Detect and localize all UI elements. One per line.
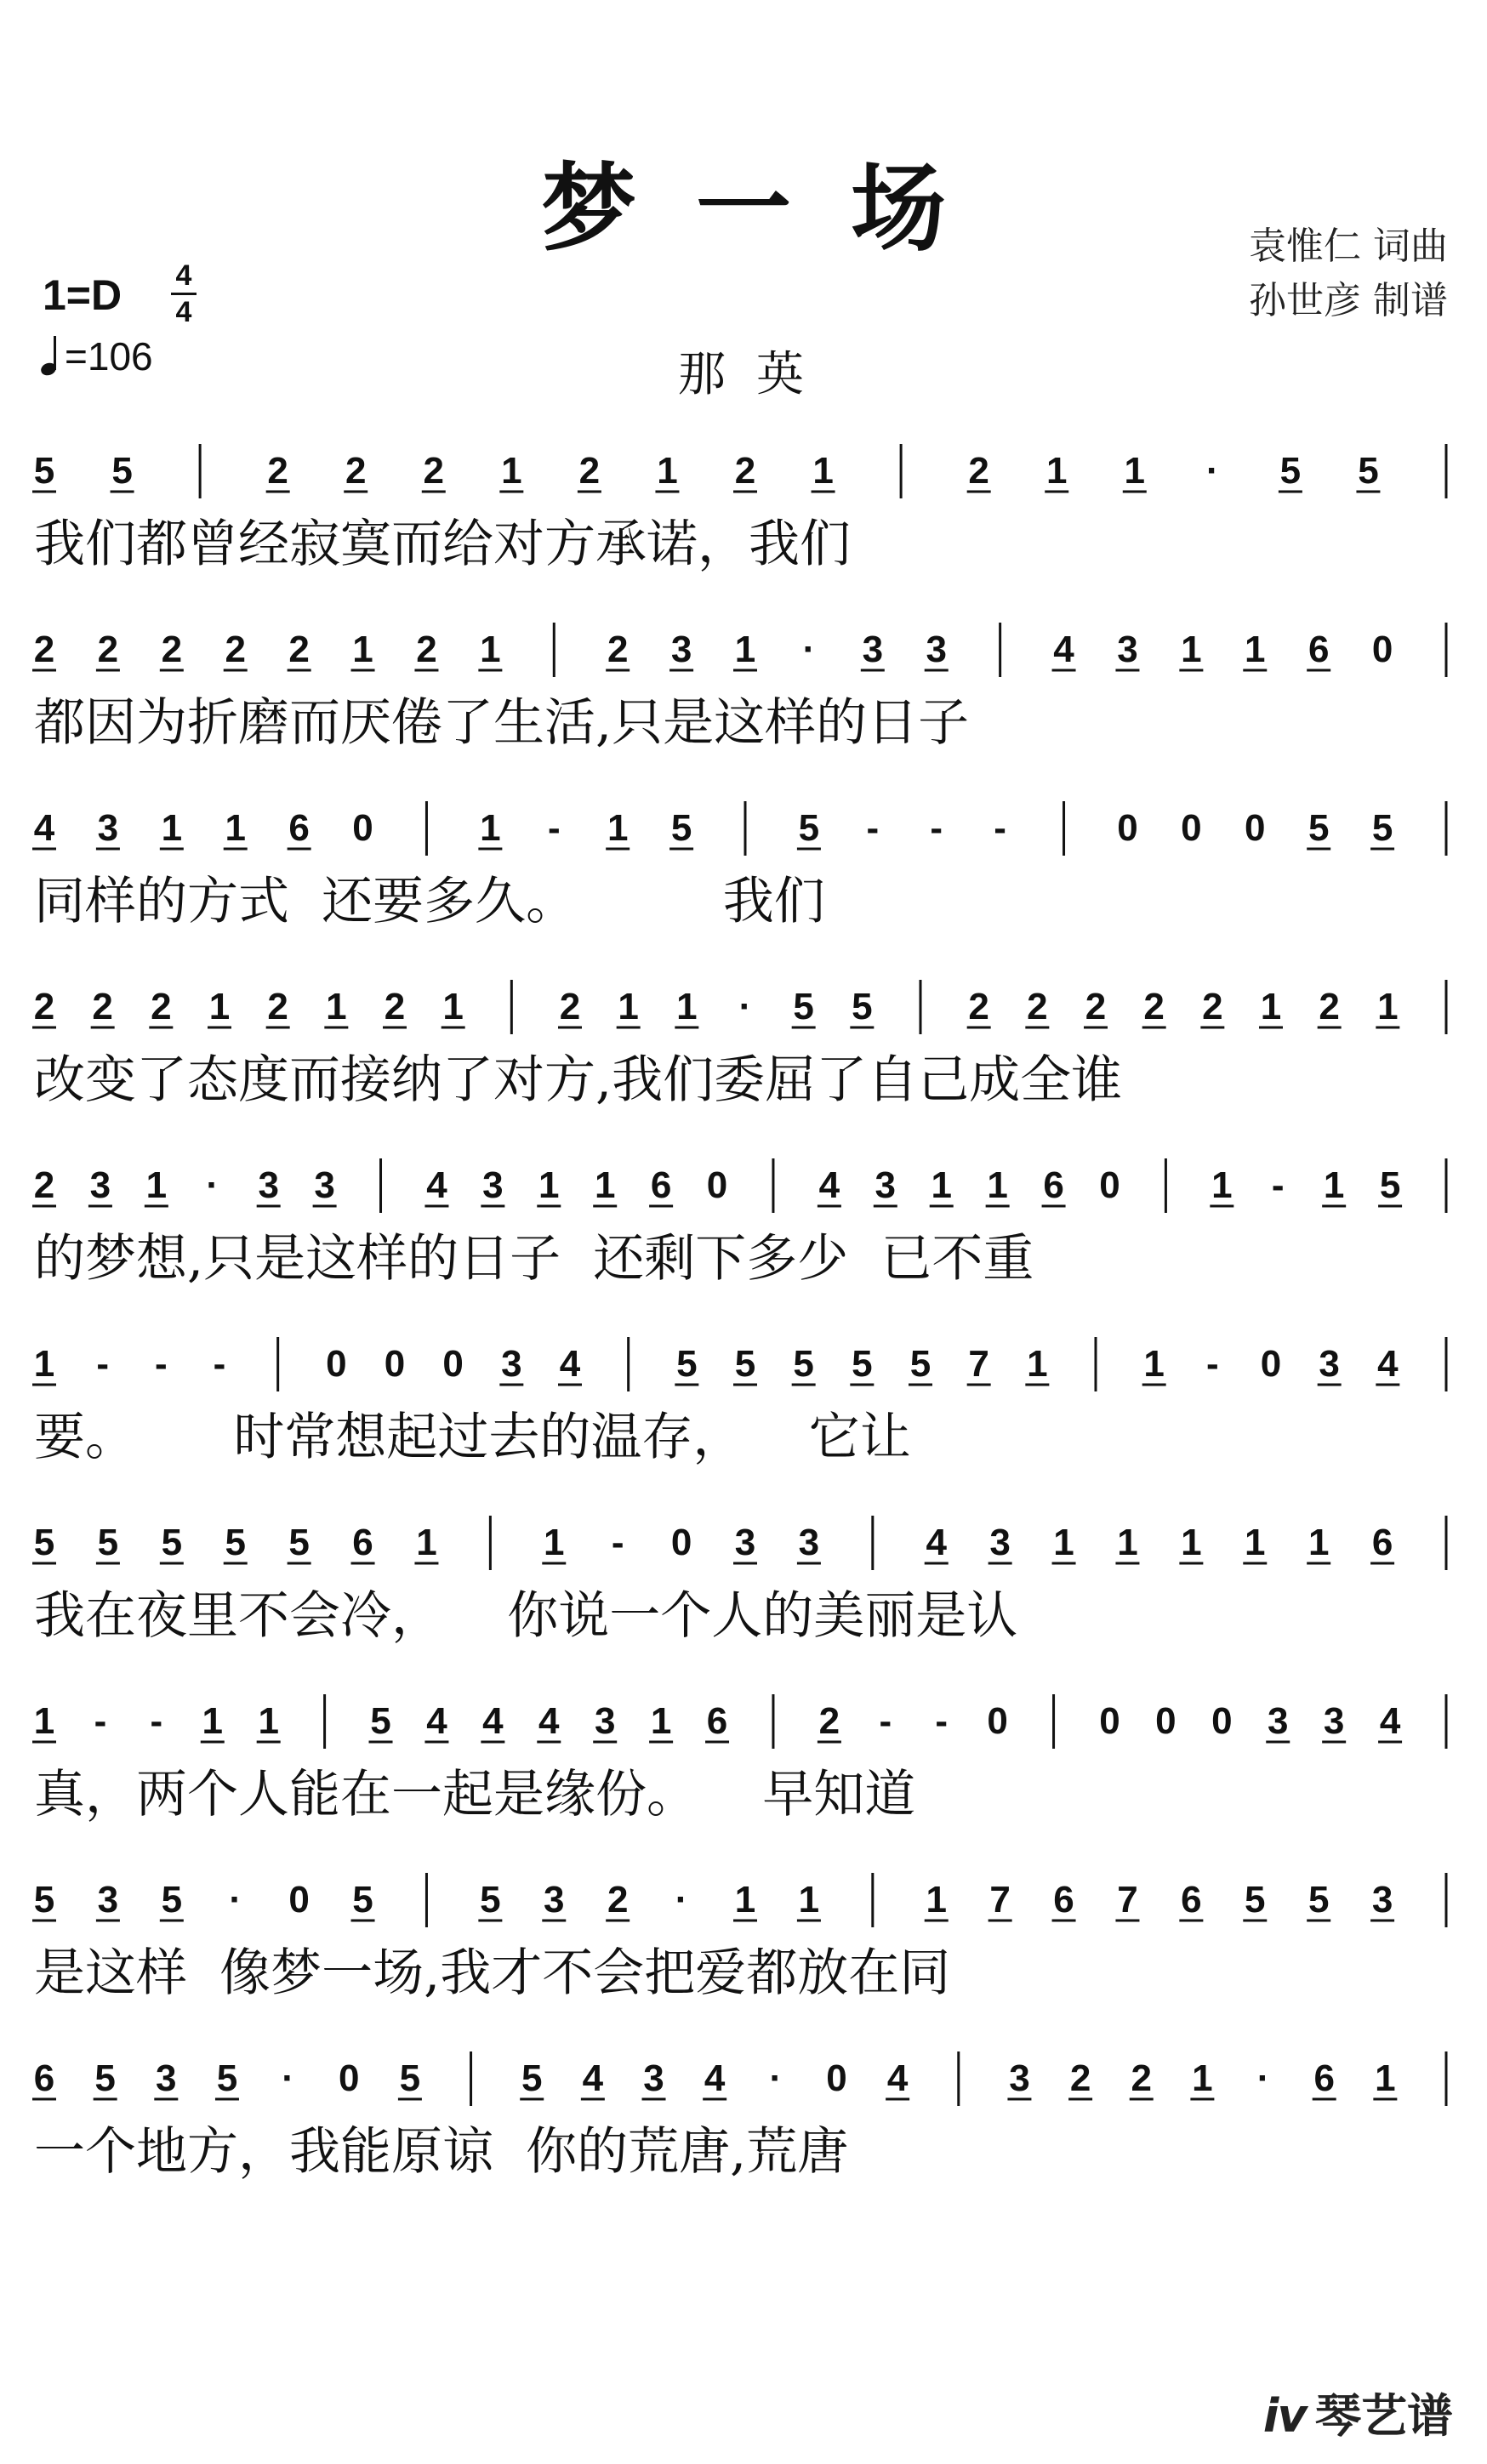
dot-mark: ·: [1256, 2057, 1270, 2099]
notation-svg: [34, 975, 1453, 1038]
note: 0: [1371, 629, 1393, 670]
notation-line: [34, 1868, 1453, 1931]
watermark-text: 琴艺谱: [1315, 2389, 1453, 2443]
note: 1: [544, 1522, 565, 1563]
note: 1: [480, 807, 501, 849]
note: 6: [706, 1700, 728, 1742]
note: 3: [89, 1164, 111, 1206]
note: 7: [1117, 1879, 1138, 1921]
note: 2: [288, 629, 310, 670]
note: 1: [1192, 2057, 1213, 2099]
note: 1: [676, 986, 698, 1027]
watermark-logo: [1263, 2380, 1453, 2445]
note: 1: [33, 1700, 55, 1742]
score-system: [34, 1511, 1453, 1672]
lyric-line: 一个地方，我能原谅 你的荒唐,荒唐: [34, 2122, 849, 2182]
note: 1: [416, 1522, 437, 1563]
note: 2: [97, 629, 119, 670]
meter-divider: [171, 293, 197, 295]
note: 5: [94, 2057, 116, 2099]
note: 1: [1143, 1343, 1165, 1385]
note: 2: [33, 1164, 55, 1206]
notation-line: [34, 1511, 1453, 1573]
note: 1: [798, 1879, 820, 1921]
dash-mark: -: [547, 807, 561, 849]
note: 4: [33, 807, 55, 849]
dash-mark: -: [935, 1700, 949, 1742]
singer-name: 那英: [678, 347, 835, 402]
note: 0: [352, 807, 373, 849]
note: 3: [1267, 1700, 1289, 1742]
note: 6: [1181, 1879, 1202, 1921]
note: 5: [1358, 450, 1379, 492]
note: 0: [442, 1343, 464, 1385]
note: 1: [1377, 986, 1399, 1027]
notation-svg: [34, 1153, 1453, 1216]
note: 3: [862, 629, 884, 670]
note: 2: [607, 1879, 629, 1921]
note: 3: [1319, 1343, 1340, 1385]
notation-line: [34, 617, 1453, 680]
notation-svg: [34, 1332, 1453, 1395]
note: 1: [1245, 629, 1266, 670]
note: 6: [1313, 2057, 1335, 2099]
note: 0: [1099, 1700, 1120, 1742]
notation-line: [34, 439, 1453, 502]
note: 1: [734, 1879, 756, 1921]
lyric-line: 改变了态度而接纳了对方,我们委屈了自己成全谁: [34, 1050, 1123, 1110]
meter-top: 4: [175, 259, 192, 292]
note: 1: [33, 1343, 55, 1385]
note: 4: [426, 1700, 447, 1742]
note: 1: [258, 1700, 279, 1742]
note: 0: [384, 1343, 406, 1385]
score-system: [34, 439, 1453, 600]
note: 2: [1131, 2057, 1152, 2099]
note: 1: [1027, 1343, 1048, 1385]
dash-mark: -: [213, 1343, 226, 1385]
note: 4: [538, 1700, 560, 1742]
note: 3: [670, 629, 692, 670]
note: 5: [1279, 450, 1302, 492]
note: 6: [1371, 1522, 1393, 1563]
note: 3: [594, 1700, 616, 1742]
note: 0: [1245, 807, 1266, 849]
lyric-line: 同样的方式 还要多久。 我们: [34, 872, 825, 931]
note: 2: [1143, 986, 1165, 1027]
dash-mark: -: [96, 1343, 109, 1385]
dot-mark: ·: [229, 1879, 242, 1921]
score-system: [34, 2046, 1453, 2208]
note: 5: [1371, 807, 1393, 849]
notation-line: [34, 1689, 1453, 1752]
dash-mark: -: [1271, 1164, 1285, 1206]
note: 1: [538, 1164, 560, 1206]
note: 0: [706, 1164, 728, 1206]
note: 7: [968, 1343, 989, 1385]
note: 0: [339, 2057, 360, 2099]
note: 3: [989, 1522, 1011, 1563]
note: 6: [288, 807, 310, 849]
note: 1: [812, 450, 834, 492]
note: 0: [1211, 1700, 1233, 1742]
note: 0: [826, 2057, 847, 2099]
note: 1: [145, 1164, 168, 1206]
note: 5: [370, 1700, 391, 1742]
note: 5: [734, 1343, 756, 1385]
dot-mark: ·: [769, 2057, 783, 2099]
note: 5: [225, 1522, 246, 1563]
note: 4: [818, 1164, 840, 1206]
note: 2: [1069, 2057, 1091, 2099]
note: 2: [734, 450, 756, 492]
notation-svg: [34, 796, 1453, 859]
note: 2: [225, 629, 246, 670]
note: 1: [501, 450, 522, 492]
notation-line: [34, 975, 1453, 1038]
note: 0: [1181, 807, 1202, 849]
note: 3: [314, 1164, 335, 1206]
lyric-line: 我在夜里不会冷， 你说一个人的美丽是认: [34, 1586, 1018, 1646]
note: 0: [1155, 1700, 1176, 1742]
dash-mark: -: [994, 807, 1006, 849]
note: 0: [1260, 1343, 1282, 1385]
note: 1: [650, 1700, 672, 1742]
note: 2: [1085, 986, 1107, 1027]
note: 0: [670, 1522, 692, 1563]
notation-line: [34, 1153, 1453, 1216]
notation-svg: [34, 1689, 1453, 1752]
note: 1: [1181, 1522, 1202, 1563]
note: 3: [97, 807, 119, 849]
notation-svg: [34, 2046, 1453, 2109]
note: 5: [161, 1879, 183, 1921]
note: 2: [818, 1700, 840, 1742]
note: 2: [1202, 986, 1223, 1027]
note: 1: [987, 1164, 1008, 1206]
note: 1: [1124, 450, 1146, 492]
note: 2: [384, 986, 406, 1027]
dash-mark: -: [930, 807, 943, 849]
note: 2: [968, 986, 989, 1027]
note: 6: [1308, 629, 1330, 670]
note: 1: [202, 1700, 224, 1742]
note: 1: [607, 807, 629, 849]
note: 6: [650, 1164, 672, 1206]
score-system: [34, 975, 1453, 1136]
note: 2: [1027, 986, 1048, 1027]
note: 5: [216, 2057, 238, 2099]
note: 3: [1117, 629, 1138, 670]
meter-bottom: 4: [175, 296, 192, 328]
note: 1: [1323, 1164, 1345, 1206]
note: 2: [33, 629, 55, 670]
note: 1: [1308, 1522, 1330, 1563]
note: 5: [288, 1522, 310, 1563]
note: 0: [987, 1700, 1008, 1742]
note: 1: [618, 986, 639, 1027]
note: 2: [267, 986, 288, 1027]
dot-mark: ·: [206, 1164, 219, 1206]
note: 4: [1377, 1343, 1399, 1385]
note: 4: [1379, 1700, 1401, 1742]
note: 1: [1181, 629, 1202, 670]
note: 3: [1371, 1879, 1393, 1921]
note: 5: [798, 807, 820, 849]
note: 3: [156, 2057, 177, 2099]
note: 5: [33, 450, 55, 492]
note: 2: [267, 450, 288, 492]
dot-mark: ·: [675, 1879, 688, 1921]
note: 4: [1053, 629, 1074, 670]
lyric-line: 是这样 像梦一场,我才不会把爱都放在同: [34, 1943, 951, 2003]
note: 5: [1308, 1879, 1330, 1921]
note: 3: [501, 1343, 522, 1385]
note: 1: [594, 1164, 616, 1206]
score-system: [34, 617, 1453, 779]
note: 1: [208, 986, 231, 1027]
note: 5: [670, 807, 692, 849]
note: 3: [875, 1164, 897, 1206]
dash-mark: -: [150, 1700, 163, 1742]
note: 1: [161, 807, 183, 849]
note: 5: [1245, 1879, 1266, 1921]
note: 2: [1319, 986, 1340, 1027]
note: 4: [482, 1700, 504, 1742]
notation-svg: [34, 617, 1453, 680]
note: 3: [1009, 2057, 1030, 2099]
dash-mark: -: [1206, 1343, 1219, 1385]
note: 2: [578, 450, 601, 492]
dot-mark: ·: [802, 629, 816, 670]
note: 4: [559, 1343, 581, 1385]
note: 7: [989, 1879, 1011, 1921]
note: 3: [926, 629, 947, 670]
logo-icon: ⅳ: [1262, 2389, 1308, 2443]
note: 6: [1043, 1164, 1064, 1206]
note: 5: [111, 450, 133, 492]
note: 0: [326, 1343, 347, 1385]
dot-mark: ·: [282, 2057, 294, 2099]
note: 5: [909, 1343, 932, 1385]
note: 3: [798, 1522, 820, 1563]
dash-mark: -: [94, 1700, 107, 1742]
note: 3: [258, 1164, 279, 1206]
note: 5: [1379, 1164, 1401, 1206]
note: 1: [225, 807, 246, 849]
time-signature: [167, 259, 201, 328]
lyric-line: 要。 时常想起过去的温存， 它让: [34, 1408, 911, 1467]
note: 6: [352, 1522, 373, 1563]
note: 5: [521, 2057, 543, 2099]
key-signature: 1=D: [43, 271, 122, 319]
note: 5: [161, 1522, 183, 1563]
note: 2: [416, 629, 437, 670]
note: 5: [793, 986, 814, 1027]
note: 1: [1245, 1522, 1266, 1563]
note: 2: [968, 450, 989, 492]
note: 1: [657, 450, 678, 492]
note: 2: [345, 450, 367, 492]
note: 5: [852, 986, 873, 1027]
note: 4: [926, 1522, 947, 1563]
credits: [1249, 219, 1448, 328]
note: 3: [544, 1879, 565, 1921]
notation-line: [34, 2046, 1453, 2109]
note: 2: [559, 986, 581, 1027]
lyric-line: 的梦想,只是这样的日子 还剩下多少 已不重: [34, 1229, 1034, 1289]
note: 1: [734, 629, 756, 670]
dash-mark: -: [155, 1343, 168, 1385]
score-system: [34, 1868, 1453, 2029]
note: 2: [92, 986, 113, 1027]
note: 0: [288, 1879, 310, 1921]
notation-svg: [34, 439, 1453, 502]
dot-mark: ·: [738, 986, 752, 1027]
note: 1: [352, 629, 373, 670]
note: 5: [676, 1343, 698, 1385]
note: 1: [1260, 986, 1282, 1027]
note: 5: [793, 1343, 814, 1385]
note: 2: [151, 986, 172, 1027]
note: 3: [734, 1522, 756, 1563]
note: 5: [1308, 807, 1330, 849]
lyric-line: 我们都曾经寂寞而给对方承诺，我们: [34, 515, 851, 574]
note: 4: [886, 2057, 909, 2099]
note: 1: [1117, 1522, 1138, 1563]
dash-mark: -: [866, 807, 880, 849]
note: 3: [97, 1879, 119, 1921]
credit-lyricist-composer: 袁惟仁 词曲: [1249, 225, 1448, 268]
note: 1: [926, 1879, 947, 1921]
note: 1: [326, 986, 347, 1027]
note: 6: [33, 2057, 55, 2099]
note: 1: [1211, 1164, 1233, 1206]
note: 5: [480, 1879, 501, 1921]
note: 3: [482, 1164, 504, 1206]
note: 3: [643, 2057, 664, 2099]
lyric-line: 都因为折磨而厌倦了生活,只是这样的日子: [34, 693, 970, 753]
notation-svg: [34, 1868, 1453, 1931]
note: 2: [33, 986, 55, 1027]
note: 1: [931, 1164, 952, 1206]
notation-svg: [34, 1511, 1453, 1573]
note: 4: [704, 2057, 726, 2099]
score-system: [34, 1153, 1453, 1315]
note: 3: [1323, 1700, 1345, 1742]
note: 1: [442, 986, 464, 1027]
note: 1: [1375, 2057, 1396, 2099]
note: 5: [97, 1522, 119, 1563]
song-title: 梦一场: [541, 153, 1006, 265]
note: 2: [607, 629, 629, 670]
lyric-line: 真，两个人能在一起是缘份。 早知道: [34, 1765, 916, 1824]
note: 5: [33, 1522, 55, 1563]
dash-mark: -: [611, 1522, 624, 1563]
score-system: [34, 1332, 1453, 1494]
note: 4: [582, 2057, 604, 2099]
note: 0: [1117, 807, 1138, 849]
note: 1: [1053, 1522, 1074, 1563]
note: 5: [852, 1343, 873, 1385]
notation-line: [34, 796, 1453, 859]
dot-mark: ·: [1206, 450, 1219, 492]
notation-line: [34, 1332, 1453, 1395]
note: 4: [426, 1164, 447, 1206]
note: 1: [480, 629, 501, 670]
note: 0: [1099, 1164, 1120, 1206]
note: 5: [33, 1879, 55, 1921]
note: 1: [1045, 450, 1068, 492]
tempo-value: =106: [65, 334, 153, 378]
note: 5: [352, 1879, 373, 1921]
score-system: [34, 796, 1453, 958]
note: 6: [1053, 1879, 1074, 1921]
note: 2: [423, 450, 445, 492]
note: 5: [399, 2057, 421, 2099]
credit-transcriber: 孙世彦 制谱: [1249, 279, 1448, 322]
dash-mark: -: [879, 1700, 892, 1742]
note: 2: [161, 629, 183, 670]
score-system: [34, 1689, 1453, 1851]
